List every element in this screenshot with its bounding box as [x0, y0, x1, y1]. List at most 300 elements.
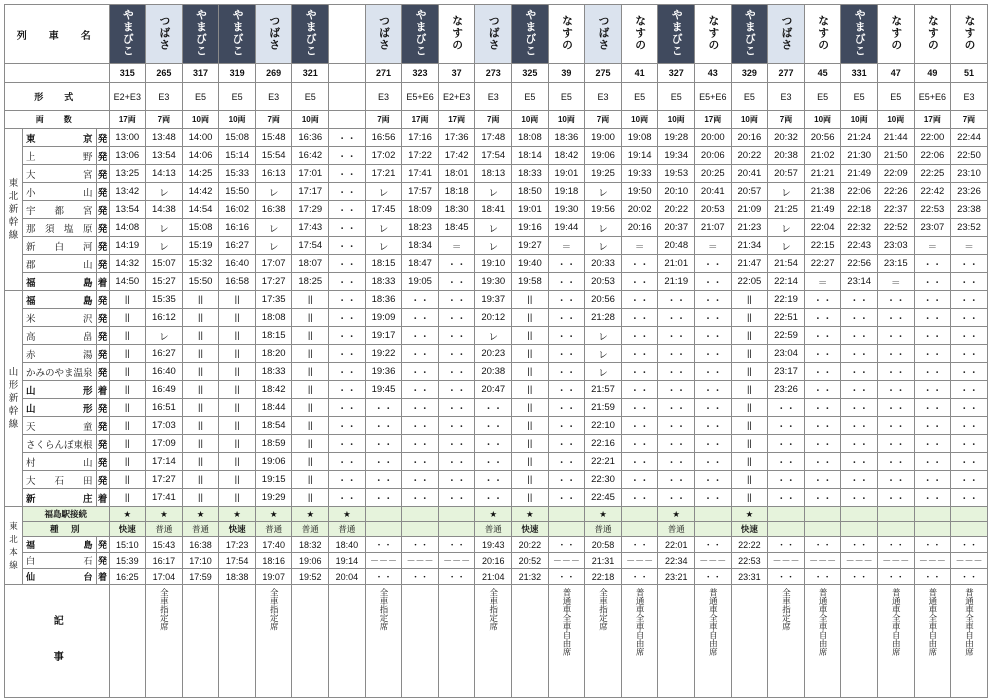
train-type: E5+E6 — [695, 83, 732, 111]
train-name-cell — [731, 5, 768, 64]
time-cell: || — [219, 309, 256, 327]
remark-cell — [329, 585, 366, 698]
train-cars: 10両 — [548, 111, 585, 129]
time-cell: 14:32 — [109, 255, 146, 273]
time-cell: ・・ — [841, 363, 878, 381]
time-cell: 23:26 — [951, 183, 988, 201]
train-cars: 10両 — [512, 111, 549, 129]
time-cell: || — [219, 489, 256, 507]
time-cell: －－－ — [548, 553, 585, 569]
time-cell: 21:07 — [695, 219, 732, 237]
connection-star — [877, 507, 914, 522]
remark-cell — [585, 585, 622, 698]
time-cell: 20:38 — [768, 147, 805, 165]
kind-cell: 普通 — [255, 522, 292, 537]
time-cell: 17:04 — [146, 569, 183, 585]
time-cell: ・・ — [329, 381, 366, 399]
time-cell: ・・ — [548, 453, 585, 471]
train-name-cell — [695, 5, 732, 64]
time-cell: 17:42 — [438, 147, 475, 165]
time-cell: 22:56 — [841, 255, 878, 273]
time-cell: 13:48 — [146, 129, 183, 147]
time-cell: ＝ — [548, 237, 585, 255]
train-name: なすの — [706, 15, 719, 51]
time-cell: 19:09 — [365, 309, 402, 327]
connection-star — [951, 507, 988, 522]
train-number: 323 — [402, 64, 439, 83]
time-cell: 20:22 — [512, 537, 549, 553]
arrive-depart-mark: 発 — [96, 291, 109, 309]
time-cell: ＝ — [621, 237, 658, 255]
time-cell: 19:44 — [548, 219, 585, 237]
station-name: 小山 — [23, 183, 97, 201]
train-name-cell — [585, 5, 622, 64]
train-number: 329 — [731, 64, 768, 83]
time-cell: 19:18 — [548, 183, 585, 201]
time-cell: ・・ — [475, 435, 512, 453]
time-cell: ・・ — [548, 345, 585, 363]
train-name: なすの — [816, 15, 829, 51]
time-cell: ・・ — [329, 309, 366, 327]
train-type: E2+E3 — [109, 83, 146, 111]
time-cell: 22:59 — [768, 327, 805, 345]
time-cell: || — [731, 417, 768, 435]
time-cell: ・・ — [951, 327, 988, 345]
train-number: 41 — [621, 64, 658, 83]
train-number: 319 — [219, 64, 256, 83]
train-number-header-blank — [5, 64, 110, 83]
time-cell: ・・ — [658, 489, 695, 507]
remark-cell — [804, 585, 841, 698]
connection-star: ★ — [109, 507, 146, 522]
connection-star: ★ — [255, 507, 292, 522]
time-cell: 16:16 — [219, 219, 256, 237]
time-cell: ・・ — [768, 489, 805, 507]
time-cell: 23:15 — [877, 255, 914, 273]
station-row — [5, 237, 988, 255]
time-cell: ・・ — [329, 489, 366, 507]
time-cell: ・・ — [658, 309, 695, 327]
time-cell: 14:13 — [146, 165, 183, 183]
arrive-depart-mark: 発 — [96, 327, 109, 345]
time-cell: || — [512, 453, 549, 471]
train-name: やまびこ — [304, 9, 317, 57]
time-cell: ・・ — [695, 291, 732, 309]
time-cell: 19:14 — [621, 147, 658, 165]
time-cell: 22:06 — [914, 147, 951, 165]
arrive-depart-mark: 着 — [96, 489, 109, 507]
kind-cell — [621, 522, 658, 537]
time-cell: || — [182, 381, 219, 399]
time-cell: || — [512, 345, 549, 363]
train-cars: 10両 — [219, 111, 256, 129]
time-cell: レ — [585, 219, 622, 237]
time-cell: レ — [585, 345, 622, 363]
time-cell: 18:33 — [255, 363, 292, 381]
time-cell: 14:06 — [182, 147, 219, 165]
time-cell: 18:38 — [219, 569, 256, 585]
time-cell: 19:15 — [255, 471, 292, 489]
train-type: E5 — [182, 83, 219, 111]
time-cell: ・・ — [621, 381, 658, 399]
time-cell: ・・ — [695, 489, 732, 507]
time-cell: || — [182, 363, 219, 381]
station-name: 山形 — [23, 381, 97, 399]
time-cell: 17:14 — [146, 453, 183, 471]
train-cars: 17両 — [438, 111, 475, 129]
kind-cell — [365, 522, 402, 537]
time-cell: || — [219, 417, 256, 435]
station-name: さくらんぼ東根 — [23, 435, 97, 453]
time-cell: 17:59 — [182, 569, 219, 585]
station-name: 大宮 — [23, 165, 97, 183]
time-cell: 22:43 — [841, 237, 878, 255]
time-cell: ・・ — [695, 381, 732, 399]
connection-star — [841, 507, 878, 522]
time-cell: 21:49 — [804, 201, 841, 219]
remark-text: 普通車全車自由席 — [818, 588, 829, 656]
time-cell: 14:19 — [109, 237, 146, 255]
time-cell: 17:41 — [146, 489, 183, 507]
time-cell: 20:32 — [768, 129, 805, 147]
time-cell: ・・ — [548, 309, 585, 327]
time-cell: || — [219, 345, 256, 363]
remark-cell — [695, 585, 732, 698]
time-cell: ・・ — [365, 489, 402, 507]
connection-star: ★ — [731, 507, 768, 522]
time-cell: 19:30 — [475, 273, 512, 291]
time-cell: || — [731, 381, 768, 399]
train-number: 275 — [585, 64, 622, 83]
time-cell: 21:25 — [768, 201, 805, 219]
time-cell: 19:52 — [292, 569, 329, 585]
train-cars: 7両 — [146, 111, 183, 129]
time-cell: || — [292, 453, 329, 471]
station-name: 郡山 — [23, 255, 97, 273]
local-station-row — [5, 553, 988, 569]
train-cars: 10両 — [658, 111, 695, 129]
kind-cell — [695, 522, 732, 537]
time-cell: レ — [585, 327, 622, 345]
arrive-depart-mark: 発 — [96, 537, 109, 553]
time-cell: ・・ — [402, 453, 439, 471]
train-type — [329, 83, 366, 111]
time-cell: 18:33 — [365, 273, 402, 291]
time-cell: || — [109, 435, 146, 453]
kind-label: 種 別 — [23, 522, 110, 537]
connection-star — [438, 507, 475, 522]
time-cell: 23:26 — [768, 381, 805, 399]
kind-cell — [402, 522, 439, 537]
time-cell: || — [219, 291, 256, 309]
time-cell: || — [109, 417, 146, 435]
time-cell: ・・ — [621, 291, 658, 309]
station-name: かみのやま温泉 — [23, 363, 97, 381]
time-cell: ・・ — [841, 489, 878, 507]
kind-cell: 普通 — [329, 522, 366, 537]
time-cell: ・・ — [621, 255, 658, 273]
time-cell: 21:57 — [585, 381, 622, 399]
time-cell: ・・ — [951, 453, 988, 471]
time-cell: || — [292, 345, 329, 363]
time-cell: ・・ — [548, 435, 585, 453]
time-cell: ・・ — [804, 435, 841, 453]
time-cell: 22:52 — [877, 219, 914, 237]
time-cell: 13:54 — [146, 147, 183, 165]
time-cell: －－－ — [914, 553, 951, 569]
time-cell: 17:45 — [365, 201, 402, 219]
time-cell: 15:07 — [146, 255, 183, 273]
time-cell: ・・ — [841, 399, 878, 417]
station-name: 福島 — [23, 291, 97, 309]
time-cell: 22:19 — [768, 291, 805, 309]
time-cell: 19:10 — [475, 255, 512, 273]
time-cell: ・・ — [768, 435, 805, 453]
remark-text: 全車指定席 — [781, 588, 792, 631]
time-cell: || — [512, 381, 549, 399]
time-cell: ・・ — [951, 435, 988, 453]
time-cell: ・・ — [365, 471, 402, 489]
train-name: つばさ — [267, 15, 280, 51]
time-cell: ・・ — [841, 471, 878, 489]
time-cell: ・・ — [548, 569, 585, 585]
time-cell: レ — [365, 237, 402, 255]
train-type: E3 — [146, 83, 183, 111]
connection-star: ★ — [219, 507, 256, 522]
remark-cell — [658, 585, 695, 698]
time-cell: || — [182, 435, 219, 453]
time-cell: || — [512, 471, 549, 489]
time-cell: ・・ — [329, 363, 366, 381]
train-name-label: 列 車 名 — [5, 5, 110, 64]
time-cell: ・・ — [548, 291, 585, 309]
time-cell: 22:53 — [914, 201, 951, 219]
time-cell: ・・ — [402, 435, 439, 453]
arrive-depart-mark: 発 — [96, 183, 109, 201]
type-label: 形 式 — [5, 83, 110, 111]
station-row — [5, 489, 988, 507]
time-cell: ・・ — [695, 435, 732, 453]
time-cell: ・・ — [914, 453, 951, 471]
train-type: E5 — [548, 83, 585, 111]
time-cell: 16:13 — [255, 165, 292, 183]
time-cell: ・・ — [402, 489, 439, 507]
remark-text: 全車指定席 — [378, 588, 389, 631]
time-cell: ・・ — [329, 345, 366, 363]
time-cell: ・・ — [841, 453, 878, 471]
time-cell: 22:05 — [731, 273, 768, 291]
time-cell: ＝ — [695, 237, 732, 255]
time-cell: レ — [255, 219, 292, 237]
time-cell: 18:16 — [255, 553, 292, 569]
time-cell: 20:02 — [621, 201, 658, 219]
station-row — [5, 255, 988, 273]
time-cell: 16:02 — [219, 201, 256, 219]
time-cell: || — [182, 399, 219, 417]
remark-cell — [146, 585, 183, 698]
time-cell: 18:01 — [438, 165, 475, 183]
time-cell: レ — [255, 183, 292, 201]
remark-cell — [219, 585, 256, 698]
train-name-cell — [768, 5, 805, 64]
time-cell: 22:27 — [804, 255, 841, 273]
train-type: E5 — [621, 83, 658, 111]
kind-cell — [768, 522, 805, 537]
time-cell: 18:54 — [255, 417, 292, 435]
time-cell: ・・ — [402, 471, 439, 489]
time-cell: || — [292, 291, 329, 309]
time-cell: 21:28 — [585, 309, 622, 327]
remark-cell — [255, 585, 292, 698]
time-cell: ・・ — [768, 453, 805, 471]
connection-star: ★ — [146, 507, 183, 522]
time-cell: 15:19 — [182, 237, 219, 255]
time-cell: ・・ — [438, 489, 475, 507]
arrive-depart-mark: 発 — [96, 553, 109, 569]
time-cell: || — [109, 489, 146, 507]
time-cell: ・・ — [621, 345, 658, 363]
train-name-cell — [475, 5, 512, 64]
time-cell: 20:38 — [475, 363, 512, 381]
time-cell: 21:04 — [475, 569, 512, 585]
time-cell: 17:22 — [402, 147, 439, 165]
train-number: 51 — [951, 64, 988, 83]
time-cell: 21:31 — [585, 553, 622, 569]
time-cell: 23:31 — [731, 569, 768, 585]
train-name-cell — [621, 5, 658, 64]
time-cell: ・・ — [658, 327, 695, 345]
time-cell: 18:23 — [402, 219, 439, 237]
time-cell: || — [219, 471, 256, 489]
time-cell: 22:09 — [877, 165, 914, 183]
station-row — [5, 273, 988, 291]
time-cell: ・・ — [877, 435, 914, 453]
train-type: E5+E6 — [402, 83, 439, 111]
time-cell: ・・ — [914, 273, 951, 291]
time-cell: || — [182, 309, 219, 327]
time-cell: ・・ — [804, 309, 841, 327]
time-cell: 21:01 — [658, 255, 695, 273]
time-cell: || — [292, 489, 329, 507]
connection-row — [5, 507, 988, 522]
time-cell: ・・ — [951, 273, 988, 291]
time-cell: ・・ — [877, 327, 914, 345]
time-cell: 21:59 — [585, 399, 622, 417]
time-cell: 19:06 — [585, 147, 622, 165]
time-cell: 19:53 — [658, 165, 695, 183]
time-cell: 17:16 — [402, 129, 439, 147]
time-cell: ・・ — [914, 363, 951, 381]
time-cell: 16:38 — [182, 537, 219, 553]
time-cell: ・・ — [804, 537, 841, 553]
time-cell: 19:36 — [365, 363, 402, 381]
train-name: つばさ — [597, 15, 610, 51]
time-cell: || — [731, 435, 768, 453]
train-cars: 17両 — [109, 111, 146, 129]
station-row — [5, 219, 988, 237]
time-cell: レ — [585, 183, 622, 201]
time-cell: ・・ — [768, 399, 805, 417]
arrive-depart-mark: 発 — [96, 399, 109, 417]
time-cell: ・・ — [329, 219, 366, 237]
time-cell: ・・ — [951, 309, 988, 327]
time-cell: ・・ — [548, 489, 585, 507]
time-cell: 22:00 — [914, 129, 951, 147]
time-cell: 18:13 — [475, 165, 512, 183]
station-name: 赤湯 — [23, 345, 97, 363]
train-cars: 10両 — [804, 111, 841, 129]
time-cell: 17:17 — [292, 183, 329, 201]
arrive-depart-mark: 着 — [96, 273, 109, 291]
station-row — [5, 147, 988, 165]
time-cell: ・・ — [475, 399, 512, 417]
time-cell: ・・ — [438, 309, 475, 327]
time-cell: 22:32 — [841, 219, 878, 237]
time-cell: ・・ — [658, 291, 695, 309]
time-cell: 19:40 — [512, 255, 549, 273]
time-cell: ・・ — [914, 537, 951, 553]
time-cell: || — [182, 345, 219, 363]
connection-star — [695, 507, 732, 522]
train-name: なすの — [560, 15, 573, 51]
train-cars: 17両 — [695, 111, 732, 129]
time-cell: 23:03 — [877, 237, 914, 255]
time-cell: 22:22 — [731, 537, 768, 553]
time-cell: レ — [585, 237, 622, 255]
time-cell: ・・ — [329, 471, 366, 489]
time-cell: レ — [146, 183, 183, 201]
time-cell: 17:02 — [365, 147, 402, 165]
time-cell: ・・ — [402, 381, 439, 399]
train-cars: 10両 — [621, 111, 658, 129]
kind-cell — [914, 522, 951, 537]
arrive-depart-mark: 発 — [96, 147, 109, 165]
train-type: E5 — [877, 83, 914, 111]
kind-cell — [438, 522, 475, 537]
time-cell: ・・ — [951, 569, 988, 585]
time-cell: ・・ — [438, 273, 475, 291]
train-name: やまびこ — [853, 9, 866, 57]
connection-star: ★ — [475, 507, 512, 522]
kind-cell — [548, 522, 585, 537]
time-cell: ・・ — [402, 537, 439, 553]
time-cell: 14:25 — [182, 165, 219, 183]
time-cell: ・・ — [621, 273, 658, 291]
time-cell: ・・ — [914, 489, 951, 507]
time-cell: ・・ — [841, 417, 878, 435]
time-cell: || — [512, 417, 549, 435]
time-cell: ・・ — [804, 327, 841, 345]
time-cell: レ — [365, 183, 402, 201]
time-cell: 21:54 — [768, 255, 805, 273]
time-cell: －－－ — [438, 553, 475, 569]
train-cars: 10両 — [292, 111, 329, 129]
time-cell: ・・ — [877, 417, 914, 435]
time-cell: || — [731, 471, 768, 489]
time-cell: レ — [255, 237, 292, 255]
time-cell: ・・ — [804, 417, 841, 435]
train-type: E3 — [768, 83, 805, 111]
train-name: つばさ — [377, 15, 390, 51]
time-cell: 19:50 — [621, 183, 658, 201]
time-cell: ・・ — [804, 291, 841, 309]
time-cell: 14:08 — [109, 219, 146, 237]
train-cars: 7両 — [255, 111, 292, 129]
remark-cell — [512, 585, 549, 698]
train-name-row — [5, 5, 988, 64]
time-cell: ・・ — [548, 537, 585, 553]
remark-cell — [292, 585, 329, 698]
